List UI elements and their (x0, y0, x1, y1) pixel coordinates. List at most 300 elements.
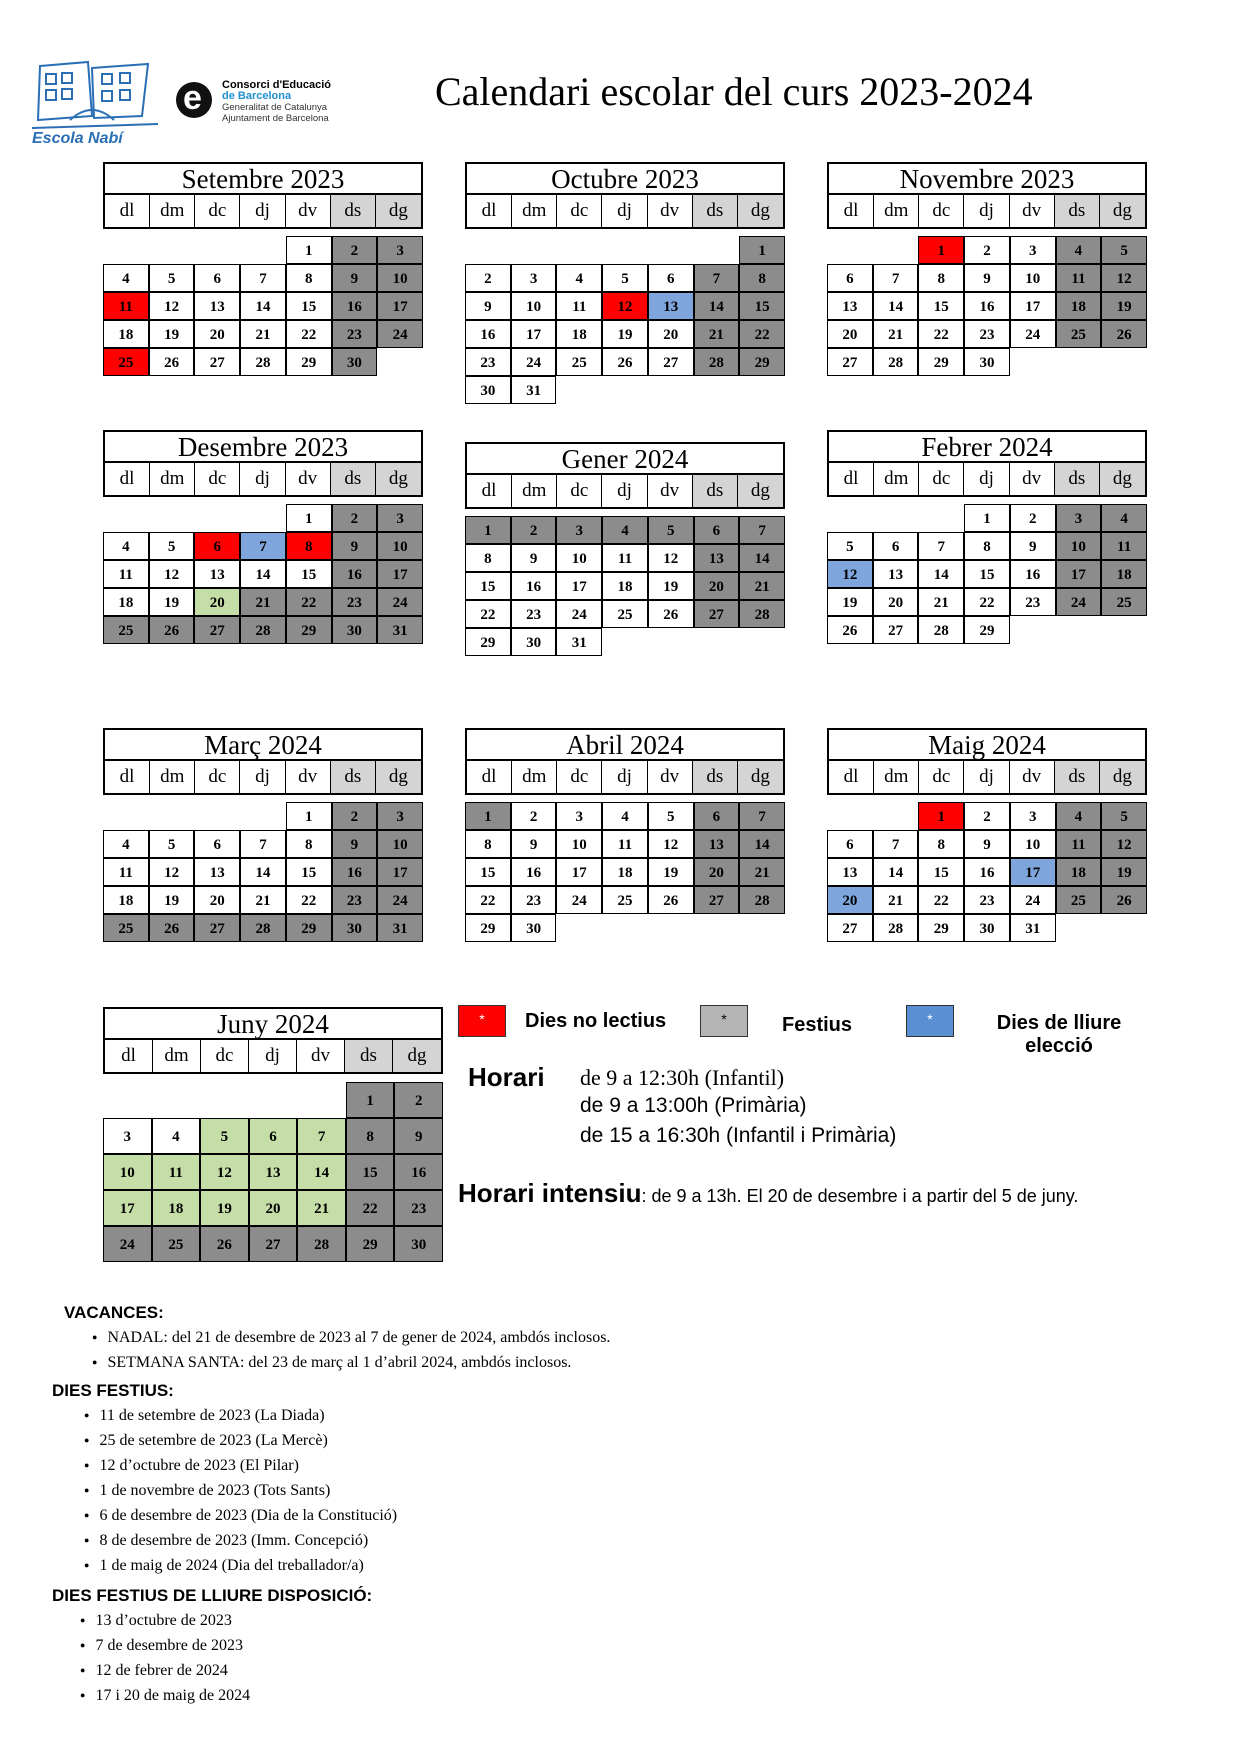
empty-cell (827, 236, 873, 264)
day-cell: 11 (602, 830, 648, 858)
day-cell: 22 (286, 886, 332, 914)
day-cell: 19 (827, 588, 873, 616)
day-cell: 10 (377, 532, 423, 560)
list-item: ● 6 de desembre de 2023 (Dia de la Constitució) (84, 1504, 397, 1529)
month-setembre (103, 162, 423, 376)
day-cell: 25 (602, 600, 648, 628)
day-cell: 5 (149, 264, 195, 292)
day-cell: 23 (511, 886, 557, 914)
day-cell: 23 (332, 588, 378, 616)
month-title: Gener 2024 (465, 442, 785, 475)
empty-cell (602, 236, 648, 264)
month-title: Setembre 2023 (103, 162, 423, 195)
weekday-label: dg (376, 463, 421, 495)
day-cell: 3 (103, 1118, 152, 1154)
day-grid (827, 236, 1147, 376)
list-item: ● 17 i 20 de maig de 2024 (80, 1684, 250, 1709)
day-cell: 10 (511, 292, 557, 320)
empty-cell (240, 504, 286, 532)
day-cell: 18 (1101, 560, 1147, 588)
day-cell: 7 (240, 830, 286, 858)
legend-no-lectius-swatch: * (458, 1005, 506, 1037)
weekday-label: dg (738, 761, 783, 793)
day-cell: 19 (648, 858, 694, 886)
list-item: ● 7 de desembre de 2023 (80, 1634, 250, 1659)
day-cell: 14 (240, 292, 286, 320)
day-cell: 17 (377, 858, 423, 886)
day-cell: 24 (1010, 886, 1056, 914)
day-cell: 5 (1101, 236, 1147, 264)
weekday-header (827, 761, 1147, 795)
day-cell: 30 (511, 914, 557, 942)
day-cell: 2 (465, 264, 511, 292)
day-cell: 3 (511, 264, 557, 292)
day-cell: 14 (240, 560, 286, 588)
empty-cell (556, 236, 602, 264)
day-cell: 5 (648, 516, 694, 544)
day-cell: 23 (964, 320, 1010, 348)
day-cell: 20 (194, 320, 240, 348)
legend-no-lectius-label: Dies no lectius (525, 1010, 667, 1032)
day-cell: 21 (739, 858, 785, 886)
empty-cell (149, 802, 195, 830)
month-title: Desembre 2023 (103, 430, 423, 463)
day-cell: 19 (648, 572, 694, 600)
day-cell: 3 (377, 236, 423, 264)
day-cell: 17 (556, 858, 602, 886)
day-cell: 28 (240, 348, 286, 376)
day-cell: 31 (377, 616, 423, 644)
day-cell: 8 (918, 830, 964, 858)
weekday-label: dv (1010, 761, 1055, 793)
day-cell: 28 (873, 914, 919, 942)
month-gener (465, 442, 785, 656)
day-cell: 10 (103, 1154, 152, 1190)
day-cell: 21 (873, 886, 919, 914)
day-cell: 21 (873, 320, 919, 348)
day-cell: 25 (103, 348, 149, 376)
weekday-label: dl (829, 463, 874, 495)
day-cell: 21 (918, 588, 964, 616)
day-cell: 9 (332, 532, 378, 560)
day-cell: 16 (332, 858, 378, 886)
day-cell: 29 (286, 348, 332, 376)
weekday-label: dc (557, 761, 602, 793)
day-cell: 23 (332, 886, 378, 914)
day-cell: 13 (873, 560, 919, 588)
weekday-label: dv (648, 761, 693, 793)
consorci-logo (176, 78, 356, 128)
day-cell: 29 (465, 914, 511, 942)
day-cell: 9 (964, 264, 1010, 292)
legend-lliure-line2: elecció (1025, 1035, 1093, 1057)
page-title: Calendari escolar del curs 2023-2024 (435, 69, 1033, 114)
month-title: Novembre 2023 (827, 162, 1147, 195)
empty-cell (511, 236, 557, 264)
day-cell: 21 (240, 588, 286, 616)
lliure-list (80, 1609, 250, 1709)
day-cell: 30 (465, 376, 511, 404)
day-cell: 20 (194, 588, 240, 616)
day-cell: 11 (1101, 532, 1147, 560)
day-cell: 4 (602, 516, 648, 544)
day-cell: 28 (739, 600, 785, 628)
day-cell: 16 (964, 858, 1010, 886)
day-cell: 13 (648, 292, 694, 320)
day-cell: 11 (152, 1154, 201, 1190)
consorci-line3: Generalitat de Catalunya (222, 102, 328, 113)
day-cell: 4 (602, 802, 648, 830)
day-cell: 17 (1010, 292, 1056, 320)
day-cell: 15 (465, 572, 511, 600)
weekday-label: dc (201, 1040, 249, 1072)
day-cell: 24 (556, 600, 602, 628)
weekday-label: dj (602, 195, 647, 227)
day-cell: 6 (694, 516, 740, 544)
day-cell: 16 (394, 1154, 443, 1190)
legend-lliure-label (994, 1012, 1124, 1058)
weekday-label: ds (331, 195, 376, 227)
day-cell: 30 (332, 914, 378, 942)
day-cell: 1 (964, 504, 1010, 532)
list-item: ● NADAL: del 21 de desembre de 2023 al 7 de gener de 2024, ambdós inclosos. (92, 1326, 610, 1351)
day-cell: 12 (149, 858, 195, 886)
list-item: ● 13 d’octubre de 2023 (80, 1609, 250, 1634)
weekday-label: dj (964, 463, 1009, 495)
day-cell: 7 (739, 516, 785, 544)
horari-line1: de 9 a 12:30h (Infantil) (580, 1065, 785, 1090)
weekday-label: dm (512, 475, 557, 507)
weekday-label: ds (1055, 195, 1100, 227)
weekday-label: dj (964, 195, 1009, 227)
weekday-label: dc (195, 195, 240, 227)
day-cell: 14 (873, 292, 919, 320)
weekday-label: dv (1010, 195, 1055, 227)
day-cell: 12 (827, 560, 873, 588)
weekday-label: dc (557, 195, 602, 227)
day-cell: 2 (511, 516, 557, 544)
empty-cell (200, 1082, 249, 1118)
empty-cell (194, 504, 240, 532)
day-cell: 5 (200, 1118, 249, 1154)
day-cell: 28 (240, 616, 286, 644)
day-cell: 26 (149, 616, 195, 644)
weekday-label: dg (1100, 463, 1145, 495)
weekday-label: ds (331, 463, 376, 495)
empty-cell (152, 1082, 201, 1118)
day-cell: 12 (149, 560, 195, 588)
day-cell: 24 (556, 886, 602, 914)
day-cell: 7 (918, 532, 964, 560)
day-cell: 6 (194, 264, 240, 292)
list-item: ● 12 d’octubre de 2023 (El Pilar) (84, 1454, 397, 1479)
day-cell: 7 (240, 264, 286, 292)
day-cell: 18 (1056, 292, 1102, 320)
day-cell: 28 (240, 914, 286, 942)
day-cell: 12 (200, 1154, 249, 1190)
horari-title: Horari (468, 1062, 545, 1092)
day-cell: 26 (827, 616, 873, 644)
day-cell: 31 (1010, 914, 1056, 942)
day-cell: 16 (511, 572, 557, 600)
day-grid (827, 504, 1147, 644)
month-title: Maig 2024 (827, 728, 1147, 761)
weekday-label: dg (376, 195, 421, 227)
day-cell: 10 (1010, 830, 1056, 858)
day-cell: 9 (465, 292, 511, 320)
consorci-line1: Consorci d'Educació (222, 79, 331, 91)
day-cell: 26 (200, 1226, 249, 1262)
day-cell: 1 (465, 516, 511, 544)
day-cell: 29 (918, 348, 964, 376)
weekday-label: dc (919, 463, 964, 495)
month-marc (103, 728, 423, 942)
day-cell: 24 (103, 1226, 152, 1262)
weekday-label: dc (195, 761, 240, 793)
day-cell: 13 (694, 830, 740, 858)
day-cell: 7 (873, 830, 919, 858)
day-cell: 22 (739, 320, 785, 348)
empty-cell (149, 236, 195, 264)
day-cell: 20 (194, 886, 240, 914)
school-logo (30, 58, 165, 153)
day-cell: 16 (964, 292, 1010, 320)
day-cell: 1 (465, 802, 511, 830)
empty-cell (465, 236, 511, 264)
day-cell: 27 (648, 348, 694, 376)
weekday-label: dc (919, 195, 964, 227)
empty-cell (240, 236, 286, 264)
weekday-label: ds (331, 761, 376, 793)
day-cell: 4 (556, 264, 602, 292)
day-cell: 18 (602, 858, 648, 886)
day-cell: 20 (694, 572, 740, 600)
day-cell: 23 (394, 1190, 443, 1226)
day-cell: 22 (964, 588, 1010, 616)
weekday-label: dj (240, 463, 285, 495)
day-cell: 17 (377, 560, 423, 588)
weekday-label: dl (105, 195, 150, 227)
day-cell: 31 (556, 628, 602, 656)
day-cell: 2 (332, 802, 378, 830)
weekday-label: dg (393, 1040, 441, 1072)
day-cell: 15 (739, 292, 785, 320)
day-cell: 15 (286, 858, 332, 886)
day-cell: 11 (103, 858, 149, 886)
weekday-label: dm (150, 195, 195, 227)
day-grid (465, 802, 785, 942)
day-cell: 14 (739, 830, 785, 858)
empty-cell (873, 236, 919, 264)
day-cell: 17 (511, 320, 557, 348)
day-cell: 10 (556, 830, 602, 858)
day-cell: 25 (1056, 886, 1102, 914)
day-cell: 8 (964, 532, 1010, 560)
weekday-label: dm (874, 195, 919, 227)
day-cell: 20 (249, 1190, 298, 1226)
day-cell: 16 (1010, 560, 1056, 588)
weekday-label: dl (105, 1040, 153, 1072)
day-cell: 7 (694, 264, 740, 292)
day-cell: 5 (602, 264, 648, 292)
day-cell: 14 (297, 1154, 346, 1190)
day-cell: 28 (918, 616, 964, 644)
day-cell: 24 (377, 320, 423, 348)
day-cell: 3 (1010, 802, 1056, 830)
day-cell: 25 (103, 914, 149, 942)
month-octubre (465, 162, 785, 404)
day-cell: 22 (465, 600, 511, 628)
month-juny (103, 1007, 443, 1262)
day-cell: 1 (918, 802, 964, 830)
day-cell: 10 (377, 264, 423, 292)
day-cell: 2 (511, 802, 557, 830)
day-cell: 11 (556, 292, 602, 320)
day-cell: 24 (511, 348, 557, 376)
weekday-label: dg (738, 195, 783, 227)
day-cell: 17 (1010, 858, 1056, 886)
day-cell: 1 (286, 504, 332, 532)
horari-line2: de 9 a 13:00h (Primària) (580, 1094, 807, 1117)
day-cell: 1 (346, 1082, 395, 1118)
day-cell: 27 (827, 348, 873, 376)
weekday-label: dv (1010, 463, 1055, 495)
day-cell: 16 (332, 560, 378, 588)
day-cell: 10 (556, 544, 602, 572)
weekday-label: dj (240, 761, 285, 793)
day-cell: 26 (648, 600, 694, 628)
day-cell: 27 (194, 616, 240, 644)
weekday-label: dv (286, 463, 331, 495)
day-cell: 15 (286, 560, 332, 588)
day-cell: 26 (149, 348, 195, 376)
month-title: Març 2024 (103, 728, 423, 761)
month-desembre (103, 430, 423, 644)
empty-cell (873, 504, 919, 532)
day-cell: 13 (827, 292, 873, 320)
empty-cell (694, 236, 740, 264)
day-cell: 9 (1010, 532, 1056, 560)
day-cell: 13 (194, 858, 240, 886)
day-cell: 4 (103, 532, 149, 560)
day-cell: 17 (556, 572, 602, 600)
day-cell: 19 (149, 588, 195, 616)
day-cell: 17 (103, 1190, 152, 1226)
day-cell: 5 (149, 830, 195, 858)
empty-cell (103, 236, 149, 264)
day-cell: 2 (1010, 504, 1056, 532)
day-cell: 29 (465, 628, 511, 656)
day-cell: 8 (346, 1118, 395, 1154)
day-cell: 30 (394, 1226, 443, 1262)
day-cell: 21 (240, 320, 286, 348)
day-cell: 21 (297, 1190, 346, 1226)
day-cell: 22 (918, 320, 964, 348)
weekday-label: dm (874, 463, 919, 495)
day-cell: 18 (103, 588, 149, 616)
day-grid (103, 236, 423, 376)
day-cell: 12 (1101, 830, 1147, 858)
day-cell: 1 (286, 802, 332, 830)
day-cell: 25 (556, 348, 602, 376)
day-cell: 27 (249, 1226, 298, 1262)
day-cell: 4 (1101, 504, 1147, 532)
weekday-label: dc (919, 761, 964, 793)
day-cell: 27 (694, 886, 740, 914)
day-cell: 9 (394, 1118, 443, 1154)
day-cell: 21 (240, 886, 286, 914)
month-novembre (827, 162, 1147, 376)
month-title: Abril 2024 (465, 728, 785, 761)
day-cell: 19 (149, 320, 195, 348)
weekday-header (103, 463, 423, 497)
day-cell: 6 (648, 264, 694, 292)
legend-lliure-swatch: * (906, 1005, 954, 1037)
day-cell: 1 (918, 236, 964, 264)
weekday-header (465, 475, 785, 509)
day-cell: 30 (964, 914, 1010, 942)
day-cell: 24 (377, 588, 423, 616)
day-cell: 3 (1010, 236, 1056, 264)
legend-lliure-line1: Dies de lliure (996, 1012, 1122, 1034)
day-cell: 7 (739, 802, 785, 830)
day-cell: 1 (739, 236, 785, 264)
day-cell: 6 (194, 532, 240, 560)
day-cell: 26 (602, 348, 648, 376)
weekday-label: dm (150, 463, 195, 495)
weekday-label: dv (648, 195, 693, 227)
day-grid (827, 802, 1147, 942)
vacances-list (92, 1326, 610, 1376)
day-cell: 16 (511, 858, 557, 886)
day-grid (103, 802, 423, 942)
day-cell: 26 (648, 886, 694, 914)
day-cell: 24 (1056, 588, 1102, 616)
day-cell: 29 (346, 1226, 395, 1262)
day-cell: 13 (194, 560, 240, 588)
day-cell: 25 (152, 1226, 201, 1262)
month-febrer (827, 430, 1147, 644)
day-cell: 2 (964, 802, 1010, 830)
weekday-header (465, 761, 785, 795)
empty-cell (103, 1082, 152, 1118)
festius-list (84, 1404, 397, 1579)
list-item: ● 12 de febrer de 2024 (80, 1659, 250, 1684)
weekday-label: dj (240, 195, 285, 227)
day-cell: 28 (297, 1226, 346, 1262)
weekday-header (103, 761, 423, 795)
day-cell: 27 (827, 914, 873, 942)
day-cell: 4 (152, 1118, 201, 1154)
day-cell: 20 (827, 886, 873, 914)
day-cell: 14 (739, 544, 785, 572)
day-grid (103, 504, 423, 644)
day-cell: 4 (103, 830, 149, 858)
day-cell: 15 (465, 858, 511, 886)
day-cell: 22 (346, 1190, 395, 1226)
day-cell: 30 (511, 628, 557, 656)
day-cell: 8 (286, 264, 332, 292)
day-cell: 11 (1056, 264, 1102, 292)
horari-intensiu-title: Horari intensiu (458, 1178, 642, 1208)
day-cell: 13 (694, 544, 740, 572)
day-cell: 26 (1101, 320, 1147, 348)
day-cell: 24 (1010, 320, 1056, 348)
day-grid (465, 236, 785, 404)
weekday-header (827, 463, 1147, 497)
day-cell: 31 (511, 376, 557, 404)
day-cell: 30 (332, 616, 378, 644)
